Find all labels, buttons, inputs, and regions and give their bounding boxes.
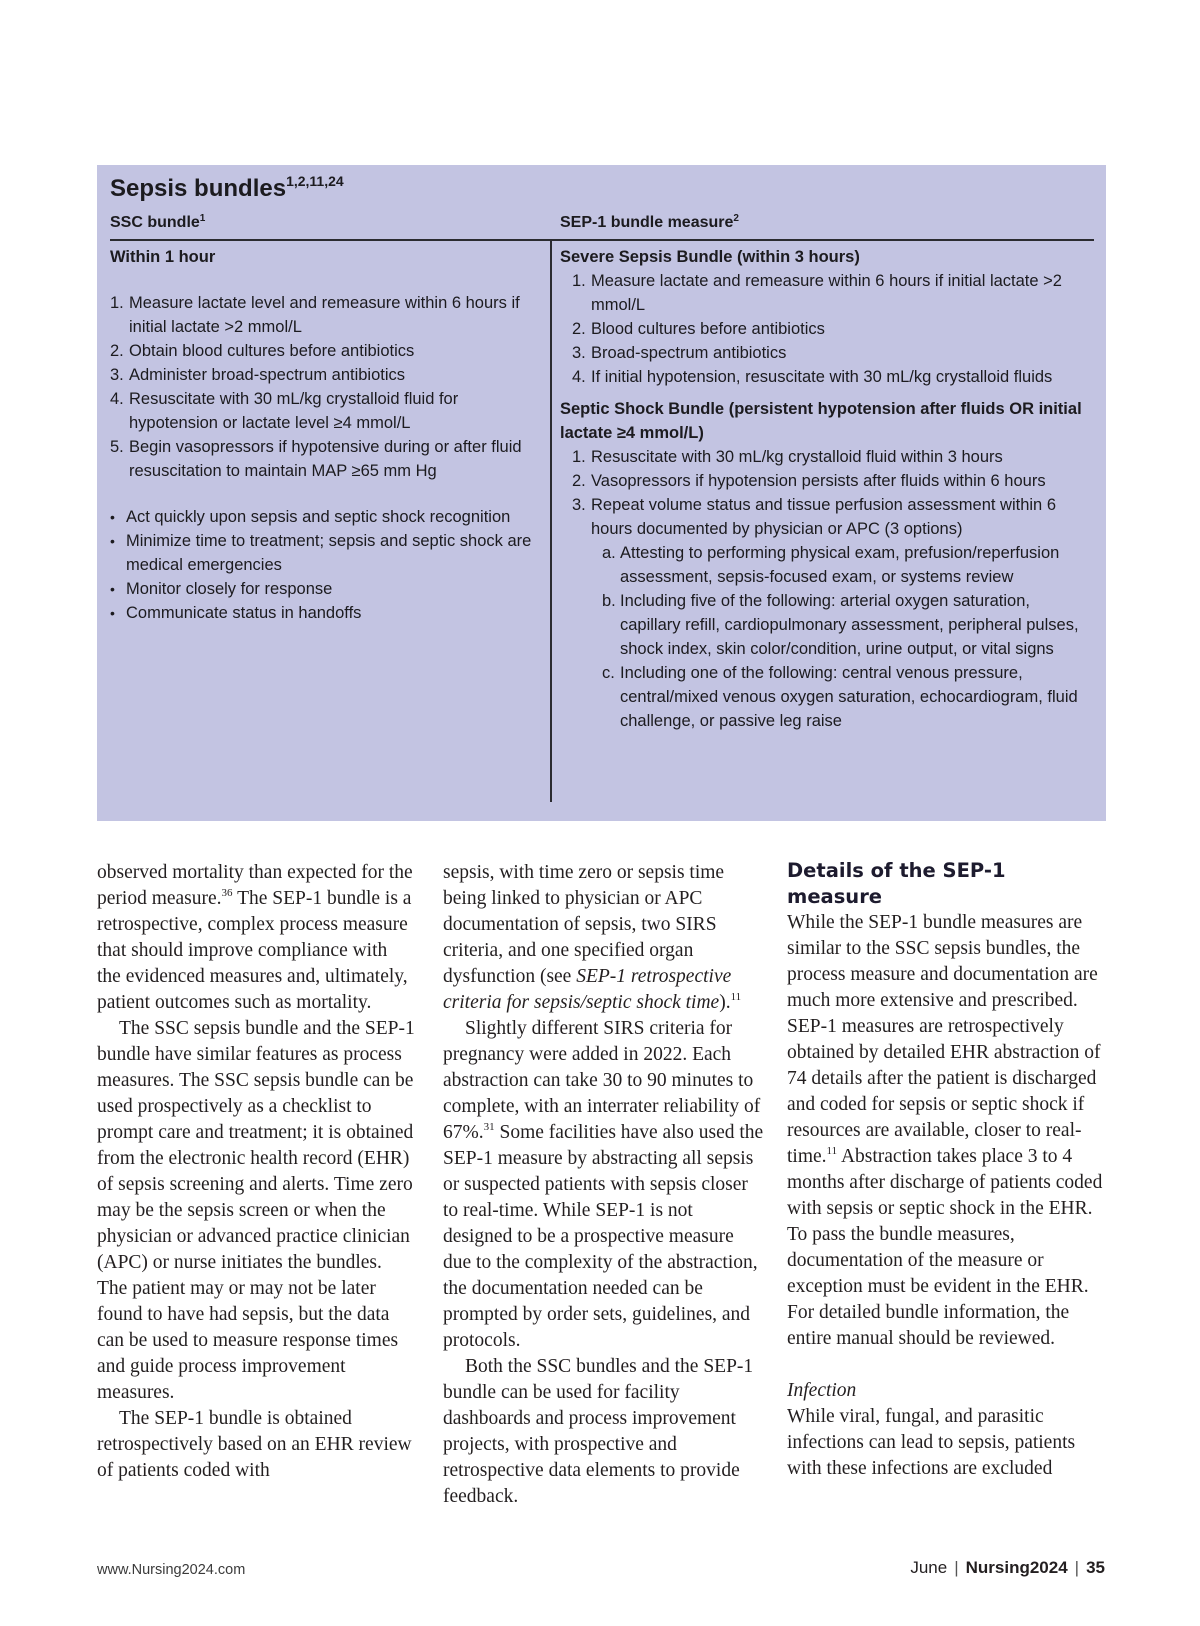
header-divider xyxy=(110,239,1094,241)
list-item: 2. Obtain blood cultures before antibiotics xyxy=(110,342,415,360)
ssc-bundle-header: SSC bundle$^1$ xyxy=(110,213,206,231)
within-1-hour-heading: Within 1 hour xyxy=(110,248,216,266)
sidebar-title-refs: 1,2,11,24 xyxy=(286,173,344,189)
page-footer: June | Nursing2024 | 35 xyxy=(910,1558,1105,1577)
list-item: 1. Measure lactate and remeasure within 6 hours if initial lactate >2 mmol/L xyxy=(572,272,1062,314)
body-column-1 xyxy=(97,860,415,1484)
list-item: a. Attesting to performing physical exam, prefusion/reperfusion assessment, sepsis-focused exam, or systems review xyxy=(602,544,1060,586)
list-item: 2. Blood cultures before antibiotics xyxy=(572,320,825,338)
paragraph: observed mortality than expected for the period measure.$^{36}$ The SEP-1 bundle is a retrospective, complex process measure that should improve compliance with the evidenced measures and, ultimately, patient outcomes such as mortality. xyxy=(97,862,413,1013)
body-column-3 xyxy=(787,858,1105,1482)
list-item: 1. Measure lactate level and remeasure within 6 hours if initial lactate >2 mmol/L xyxy=(110,294,520,336)
body-column-2 xyxy=(443,860,765,1510)
assessment-options-list xyxy=(602,541,1095,733)
sidebar-title: Sepsis bundles$^{1,2,11,24}$ xyxy=(110,173,344,202)
subheading-infection: Infection xyxy=(787,1380,857,1401)
severe-sepsis-list xyxy=(572,269,1095,389)
paragraph: Slightly different SIRS criteria for pregnancy were added in 2022. Each abstraction can take 30 to 90 minutes to complete, with an interrater reliability of 67%.$^{31}$ Some facilities have also used the SEP-1 measure by abstracting all sepsis or suspected patients with sepsis closer to real-time. While SEP-1 is not designed to be a prospective measure due to the complexity of the abstraction, the documentation needed can be prompted by order sets, guidelines, and protocols. xyxy=(443,1018,764,1351)
list-item: • Communicate status in handoffs xyxy=(110,604,362,622)
list-item: b. Including five of the following: arterial oxygen saturation, capillary refill, cardiopulmonary assessment, peripheral pulses, shock index, skin color/condition, urine output, or vital signs xyxy=(602,592,1079,658)
list-item: • Monitor closely for response xyxy=(110,580,333,598)
paragraph: Both the SSC bundles and the SEP-1 bundle can be used for facility dashboards and process improvement projects, with prospective and retrospective data elements to provide feedback. xyxy=(443,1356,754,1507)
ssc-bundle-column xyxy=(110,245,540,625)
paragraph: While the SEP-1 bundle measures are similar to the SSC sepsis bundles, the process measure and documentation are much more extensive and prescribed. SEP-1 measures are retrospectively obtained by detailed EHR abstraction of 74 details after the patient is discharged and coded for sepsis or septic shock if resources are available, closer to real-time.$^{11}$ Abstraction takes place 3 to 4 months after discharge of patients coded with sepsis or septic shock in the EHR. To pass the bundle measures, documentation of the measure or exception must be evident in the EHR. For detailed bundle information, the entire manual should be reviewed. xyxy=(787,912,1103,1349)
paragraph: While viral, fungal, and parasitic infections can lead to sepsis, patients with these infections are excluded xyxy=(787,1406,1076,1479)
list-item: 4. Resuscitate with 30 mL/kg crystalloid fluid for hypotension or lactate level ≥4 mmol/L xyxy=(110,390,459,432)
footer-magazine: Nursing2024 xyxy=(965,1558,1068,1577)
footer-month: June xyxy=(910,1558,948,1577)
list-item: 1. Resuscitate with 30 mL/kg crystalloid fluid within 3 hours xyxy=(572,448,1003,466)
page-number: 35 xyxy=(1086,1558,1105,1577)
sep1-bundle-column xyxy=(560,245,1095,733)
list-item: 3. Administer broad-spectrum antibiotics xyxy=(110,366,406,384)
list-item: 3. Broad-spectrum antibiotics xyxy=(572,344,787,362)
list-item: 2. Vasopressors if hypotension persists after fluids within 6 hours xyxy=(572,472,1046,490)
septic-shock-heading: Septic Shock Bundle (persistent hypotension after fluids OR initial lactate ≥4 mmol/L) xyxy=(560,400,1082,442)
list-item: • Act quickly upon sepsis and septic shock recognition xyxy=(110,508,511,526)
ssc-steps-list xyxy=(110,291,540,483)
severe-sepsis-heading: Severe Sepsis Bundle (within 3 hours) xyxy=(560,248,860,266)
list-item: • Minimize time to treatment; sepsis and septic shock are medical emergencies xyxy=(110,532,532,574)
list-item: 4. If initial hypotension, resuscitate with 30 mL/kg crystalloid fluids xyxy=(572,368,1053,386)
ssc-bullets-list xyxy=(110,505,540,625)
sep1-bundle-header: SEP-1 bundle measure$^2$ xyxy=(560,213,739,231)
septic-shock-list xyxy=(572,445,1095,541)
sepsis-bundles-sidebar xyxy=(97,165,1106,821)
paragraph: sepsis, with time zero or sepsis time being linked to physician or APC documentation of sepsis, two SIRS criteria, and one specified organ dysfunction (see SEP-1 retrospective criteria for sepsis/septic shock time).$^{11}$ xyxy=(443,862,742,1013)
list-item: 5. Begin vasopressors if hypotensive during or after fluid resuscitation to maintain MAP ≥65 mm Hg xyxy=(110,438,522,480)
column-divider xyxy=(550,240,552,802)
section-heading: Details of the SEP-1 measure xyxy=(787,859,1006,908)
paragraph: The SSC sepsis bundle and the SEP-1 bundle have similar features as process measures. The SSC sepsis bundle can be used prospectively as a checklist to prompt care and treatment; it is obtained from the electronic health record (EHR) of sepsis screening and alerts. Time zero may be the sepsis screen or when the physician or advanced practice clinician (APC) or nurse initiates the bundles. The patient may or may not be later found to have had sepsis, but the data can be used to measure response times and guide process improvement measures. xyxy=(97,1018,415,1403)
footer-url: www.Nursing2024.com xyxy=(97,1562,246,1578)
list-item: c. Including one of the following: central venous pressure, central/mixed venous oxygen saturation, echocardiogram, fluid challenge, or passive leg raise xyxy=(602,664,1078,730)
paragraph: The SEP-1 bundle is obtained retrospectively based on an EHR review of patients coded with xyxy=(97,1408,412,1481)
list-item: 3. Repeat volume status and tissue perfusion assessment within 6 hours documented by physician or APC (3 options) xyxy=(572,496,1056,538)
